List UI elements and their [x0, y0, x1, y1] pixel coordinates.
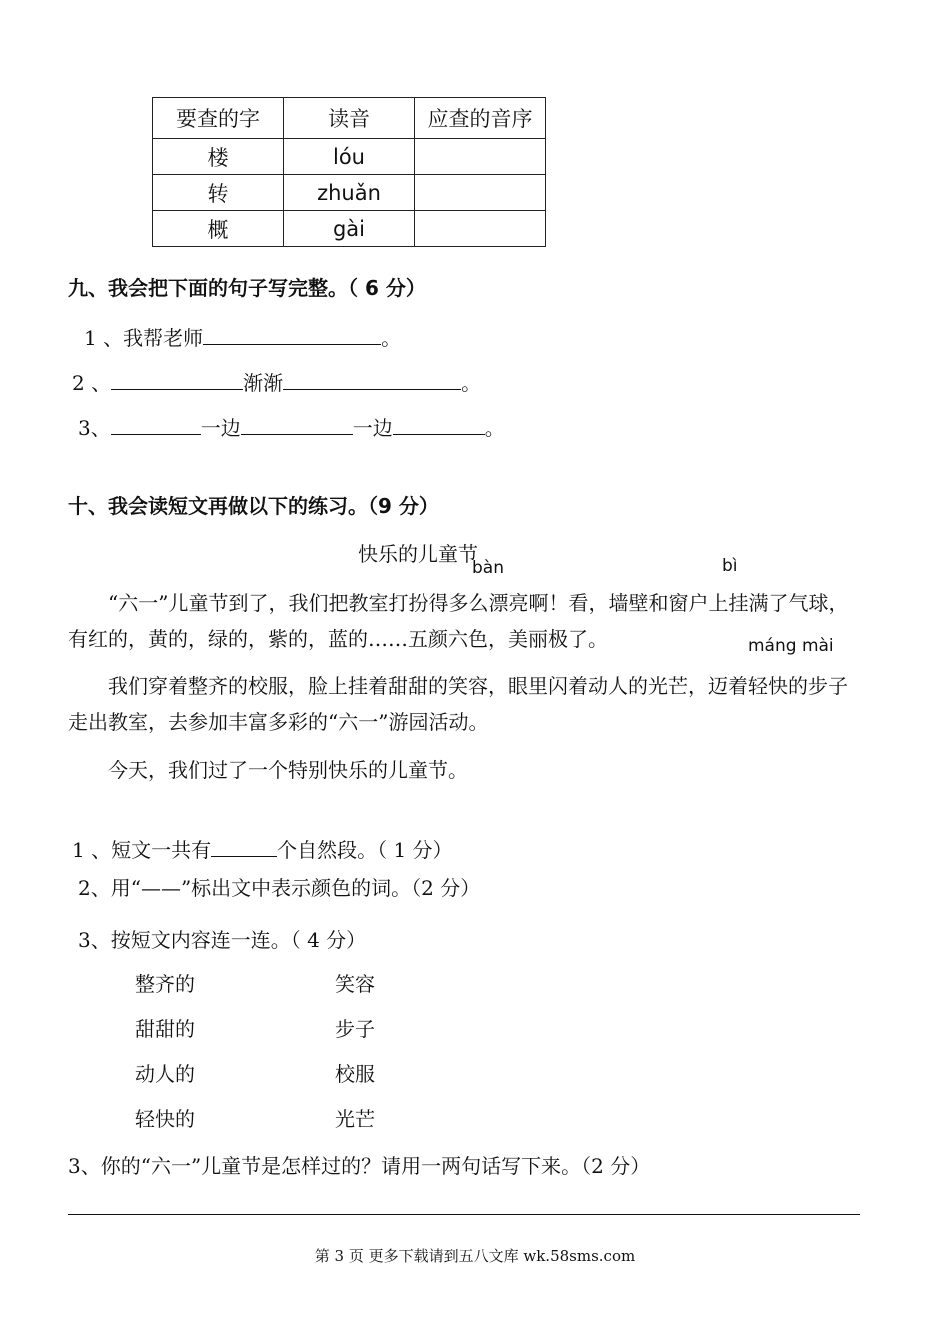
table-row — [153, 175, 546, 211]
table-row — [153, 211, 546, 247]
answer-blank[interactable] — [111, 371, 243, 390]
section-10-question-2: 2、用“——”标出文中表示颜色的词。（2 分） — [78, 876, 481, 900]
story-paragraph-3: 今天，我们过了一个特别快乐的儿童节。 — [108, 758, 468, 782]
table-cell-index[interactable] — [415, 139, 546, 175]
table-cell-char: 转 — [153, 175, 284, 211]
match-left-item[interactable]: 甜甜的 — [135, 1017, 195, 1041]
section-10-question-1 — [72, 834, 453, 863]
q1-prefix: 1 、短文一共有 — [72, 838, 212, 862]
table-row — [153, 139, 546, 175]
table-header-cell: 要查的字 — [153, 98, 284, 139]
answer-blank[interactable] — [283, 371, 461, 390]
table-cell-index[interactable] — [415, 211, 546, 247]
section-9-question-1 — [84, 322, 401, 351]
table-cell-pinyin: zhuǎn — [284, 175, 415, 211]
section-10-question-3: 3、按短文内容连一连。（ 4 分） — [78, 928, 367, 952]
match-left-item[interactable]: 动人的 — [135, 1062, 195, 1086]
q3-suffix: 。 — [484, 416, 505, 440]
table-cell-pinyin: gài — [284, 211, 415, 247]
pinyin-bi: bì — [722, 556, 738, 576]
table-header-cell: 读音 — [284, 98, 415, 139]
q3-middle-1: 一边 — [200, 416, 241, 440]
q3-prefix: 3、 — [78, 416, 111, 440]
pinyin-ban: bàn — [472, 558, 504, 578]
story-title: 快乐的儿童节 — [358, 542, 478, 566]
table-header-row — [153, 98, 546, 139]
q3-middle-2: 一边 — [352, 416, 393, 440]
q2-prefix: 2 、 — [72, 371, 112, 395]
match-right-item[interactable]: 光芒 — [335, 1107, 375, 1131]
table-cell-pinyin: lóu — [284, 139, 415, 175]
match-right-item[interactable]: 校服 — [335, 1062, 375, 1086]
page-footer: 第 3 页 更多下载请到五八文库 wk.58sms.com — [314, 1247, 636, 1265]
story-paragraph-2: 我们穿着整齐的校服，脸上挂着甜甜的笑容，眼里闪着动人的光芒，迈着轻快的步子走出教室，去参加丰富多彩的“六一”游园活动。 — [68, 674, 848, 734]
section-9-question-2 — [72, 367, 481, 396]
pinyin-lookup-table — [152, 97, 546, 247]
match-left-item[interactable]: 整齐的 — [135, 972, 195, 996]
section-10-title: 十、我会读短文再做以下的练习。（9 分） — [68, 494, 439, 518]
section-9-title: 九、我会把下面的句子写完整。（ 6 分） — [68, 276, 426, 300]
pinyin-mangmai: máng mài — [748, 636, 834, 656]
match-left-item[interactable]: 轻快的 — [135, 1107, 195, 1131]
q2-middle: 渐渐 — [243, 371, 284, 395]
footer-divider — [68, 1214, 860, 1215]
q2-suffix: 。 — [461, 371, 482, 395]
answer-blank[interactable] — [111, 416, 201, 435]
section-10-question-4: 3、你的“六一”儿童节是怎样过的？请用一两句话写下来。（2 分） — [68, 1154, 651, 1178]
table-header-cell: 应查的音序 — [415, 98, 546, 139]
match-right-item[interactable]: 步子 — [335, 1017, 375, 1041]
q1-suffix: 个自然段。（ 1 分） — [277, 838, 453, 862]
answer-blank[interactable] — [203, 326, 381, 345]
answer-blank[interactable] — [241, 416, 353, 435]
story-paragraph-1: “六一”儿童节到了，我们把教室打扮得多么漂亮啊！看，墙壁和窗户上挂满了气球，有红的，黄的，绿的，紫的，蓝的……五颜六色，美丽极了。 — [68, 591, 849, 651]
table-cell-char: 楼 — [153, 139, 284, 175]
match-right-item[interactable]: 笑容 — [335, 972, 375, 996]
answer-blank[interactable] — [211, 838, 277, 857]
table-cell-index[interactable] — [415, 175, 546, 211]
answer-blank[interactable] — [393, 416, 485, 435]
q1-prefix: 1 、我帮老师 — [84, 326, 204, 350]
section-9-question-3 — [78, 412, 505, 441]
q1-suffix: 。 — [381, 326, 402, 350]
table-cell-char: 概 — [153, 211, 284, 247]
